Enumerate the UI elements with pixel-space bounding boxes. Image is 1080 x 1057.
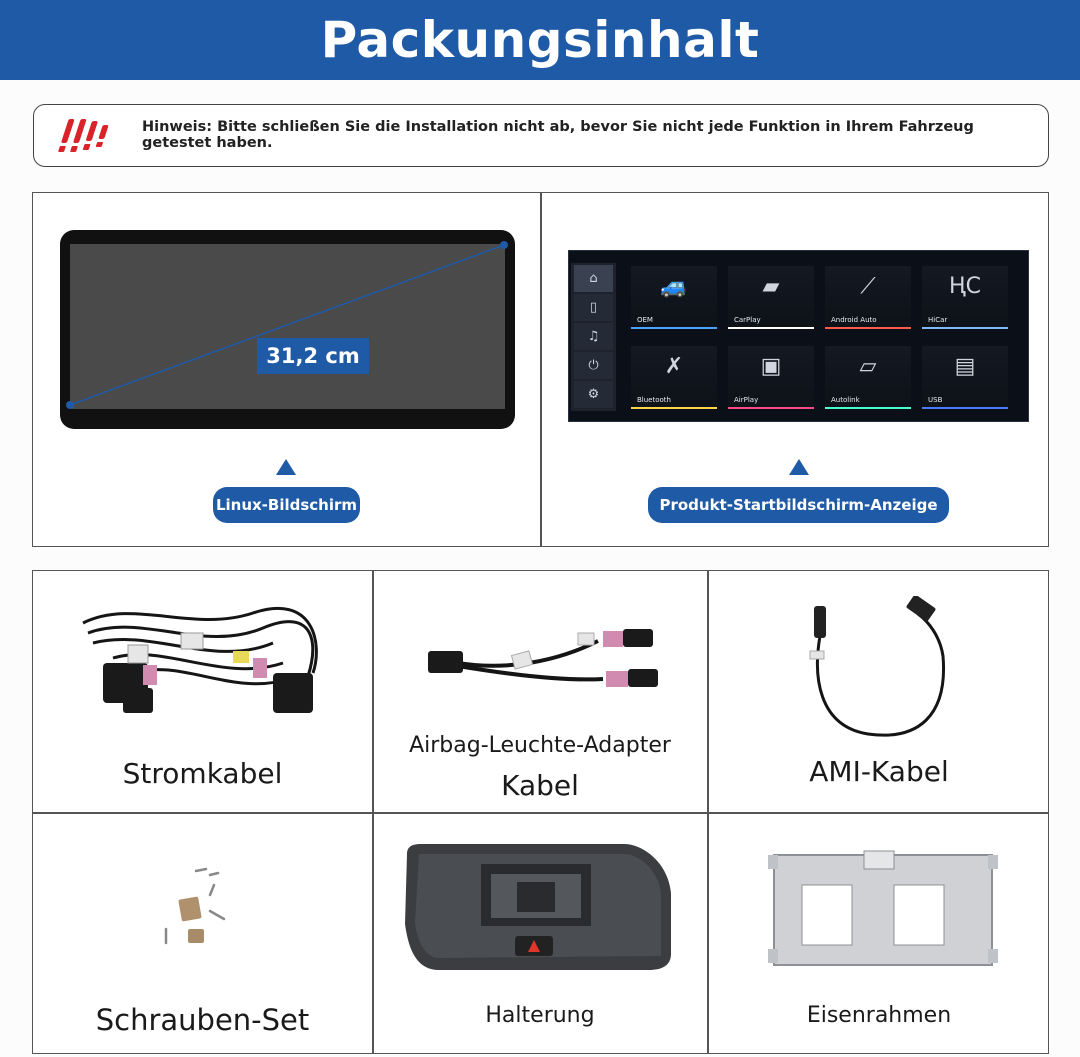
screw-set-image <box>158 863 243 948</box>
tile-hicar: ⱧC HiCar <box>922 266 1008 329</box>
settings-icon: ⚙ <box>574 381 613 408</box>
tile-autolink: ▱ Autolink <box>825 346 911 409</box>
tile-android-auto: ⟋ Android Auto <box>825 266 911 329</box>
autolink-icon: ▱ <box>859 354 877 379</box>
home-screen-image <box>568 250 1029 422</box>
screw-set-label: Schrauben-Set <box>95 1003 310 1037</box>
exclamation-icon <box>56 115 116 157</box>
bracket-image <box>399 844 674 974</box>
page-header <box>0 0 1080 80</box>
home-sidebar <box>571 263 616 411</box>
home-screen-caption: Produkt-Startbildschirm-Anzeige <box>648 487 949 523</box>
notice-box <box>33 104 1049 167</box>
page-title: Packungsinhalt <box>320 11 760 69</box>
power-cable-image <box>73 603 333 723</box>
bluetooth-icon: ✗ <box>664 354 684 379</box>
power-icon: ⏻ <box>574 352 613 379</box>
bracket-label: Halterung <box>485 1003 595 1028</box>
iron-frame-image <box>768 849 998 971</box>
tile-bluetooth: ✗ Bluetooth <box>631 346 717 409</box>
airbag-adapter-label-line1: Airbag-Leuchte-Adapter <box>409 733 671 758</box>
display-panels <box>32 192 1049 547</box>
android-auto-icon: ⟋ <box>860 274 876 299</box>
car-icon: 🚙 <box>660 274 688 299</box>
arrow-up-icon <box>276 459 296 475</box>
ami-cable-label: AMI-Kabel <box>809 755 949 788</box>
ami-cable-image <box>798 596 958 741</box>
power-cable-label: Stromkabel <box>122 757 283 790</box>
tile-usb: ▤ USB <box>922 346 1008 409</box>
panel-divider <box>540 193 542 546</box>
tile-oem: 🚙 OEM <box>631 266 717 329</box>
hicar-icon: ⱧC <box>949 274 981 299</box>
phone-icon: ▯ <box>574 294 613 321</box>
iron-frame-label: Eisenrahmen <box>806 1003 952 1028</box>
airbag-adapter-cable-image <box>418 621 668 696</box>
carplay-icon: ▰ <box>762 274 780 299</box>
tile-airplay: ▣ AirPlay <box>728 346 814 409</box>
airbag-adapter-label-line2: Kabel <box>501 769 579 802</box>
screen-size-label: 31,2 cm <box>257 338 369 374</box>
usb-icon: ▤ <box>954 354 976 379</box>
linux-monitor-image <box>60 230 515 429</box>
package-items-grid <box>32 570 1049 1054</box>
music-icon: ♫ <box>574 323 613 350</box>
arrow-up-icon <box>789 459 809 475</box>
home-icon: ⌂ <box>574 265 613 292</box>
diagonal-measure-line <box>60 230 515 429</box>
tile-carplay: ▰ CarPlay <box>728 266 814 329</box>
notice-text: Hinweis: Bitte schließen Sie die Installation nicht ab, bevor Sie nicht jede Funktion in Ihrem Fahrzeug getestet haben. <box>142 119 974 151</box>
linux-screen-caption: Linux-Bildschirm <box>213 487 360 523</box>
airplay-icon: ▣ <box>760 354 782 379</box>
